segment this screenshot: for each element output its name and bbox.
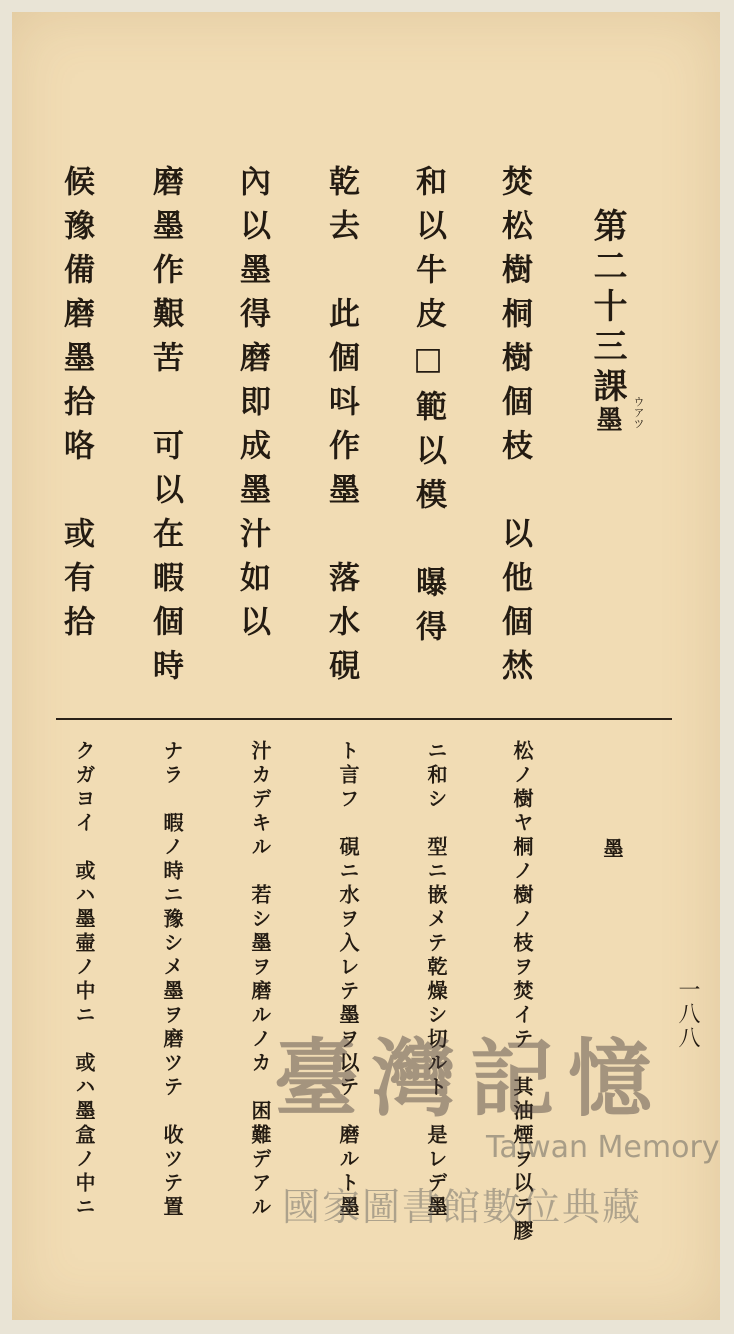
text-column-6: 候豫備磨墨拾咯 或有拾 [58,165,94,649]
text-column-5: 磨墨作艱苦 可以在暇個時 [147,165,183,693]
note-subject: 墨 [600,838,624,862]
divider-line [56,718,672,720]
lesson-subject-reading: ウアツ [632,396,645,429]
lesson-subject: 墨 [592,406,622,432]
text-column-3: 乾去 此個呌作墨 落水硯 [323,165,359,693]
book-page [12,12,720,1320]
watermark-institution: 國家圖書館數位典藏 [282,1185,643,1229]
note-column-1: 松ノ樹ヤ桐ノ樹ノ枝ヲ焚イテ 其油煙ヲ以テ膠 [510,740,534,1244]
text-column-2: 和以牛皮□範以模 曝得 [410,165,446,654]
watermark-english: Taiwan Memory [486,1130,720,1165]
page-number: 一八八 [675,978,700,1050]
note-column-2: ニ和シ 型ニ嵌メテ乾燥シ切ルト 是レデ墨 [424,740,448,1220]
lesson-title: 第二十三課 [587,208,627,408]
note-column-3: ト言フ 硯ニ水ヲ入レテ墨ヲ以テ 磨ルト墨 [336,740,360,1220]
note-column-6: クガヨイ 或ハ墨壷ノ中ニ 或ハ墨盒ノ中ニ [72,740,96,1220]
text-column-4: 內以墨得磨即成墨汁如以 [234,165,270,649]
note-column-5: ナラ 暇ノ時ニ豫シメ墨ヲ磨ツテ 收ツテ置 [160,740,184,1220]
text-column-1: 焚松樹桐樹個枝 以他個㷊 [496,165,532,693]
watermark-title: 臺灣記憶 [274,1029,667,1128]
note-column-4: 汁カデキル 若シ墨ヲ磨ルノカ 困難デアル [248,740,272,1220]
